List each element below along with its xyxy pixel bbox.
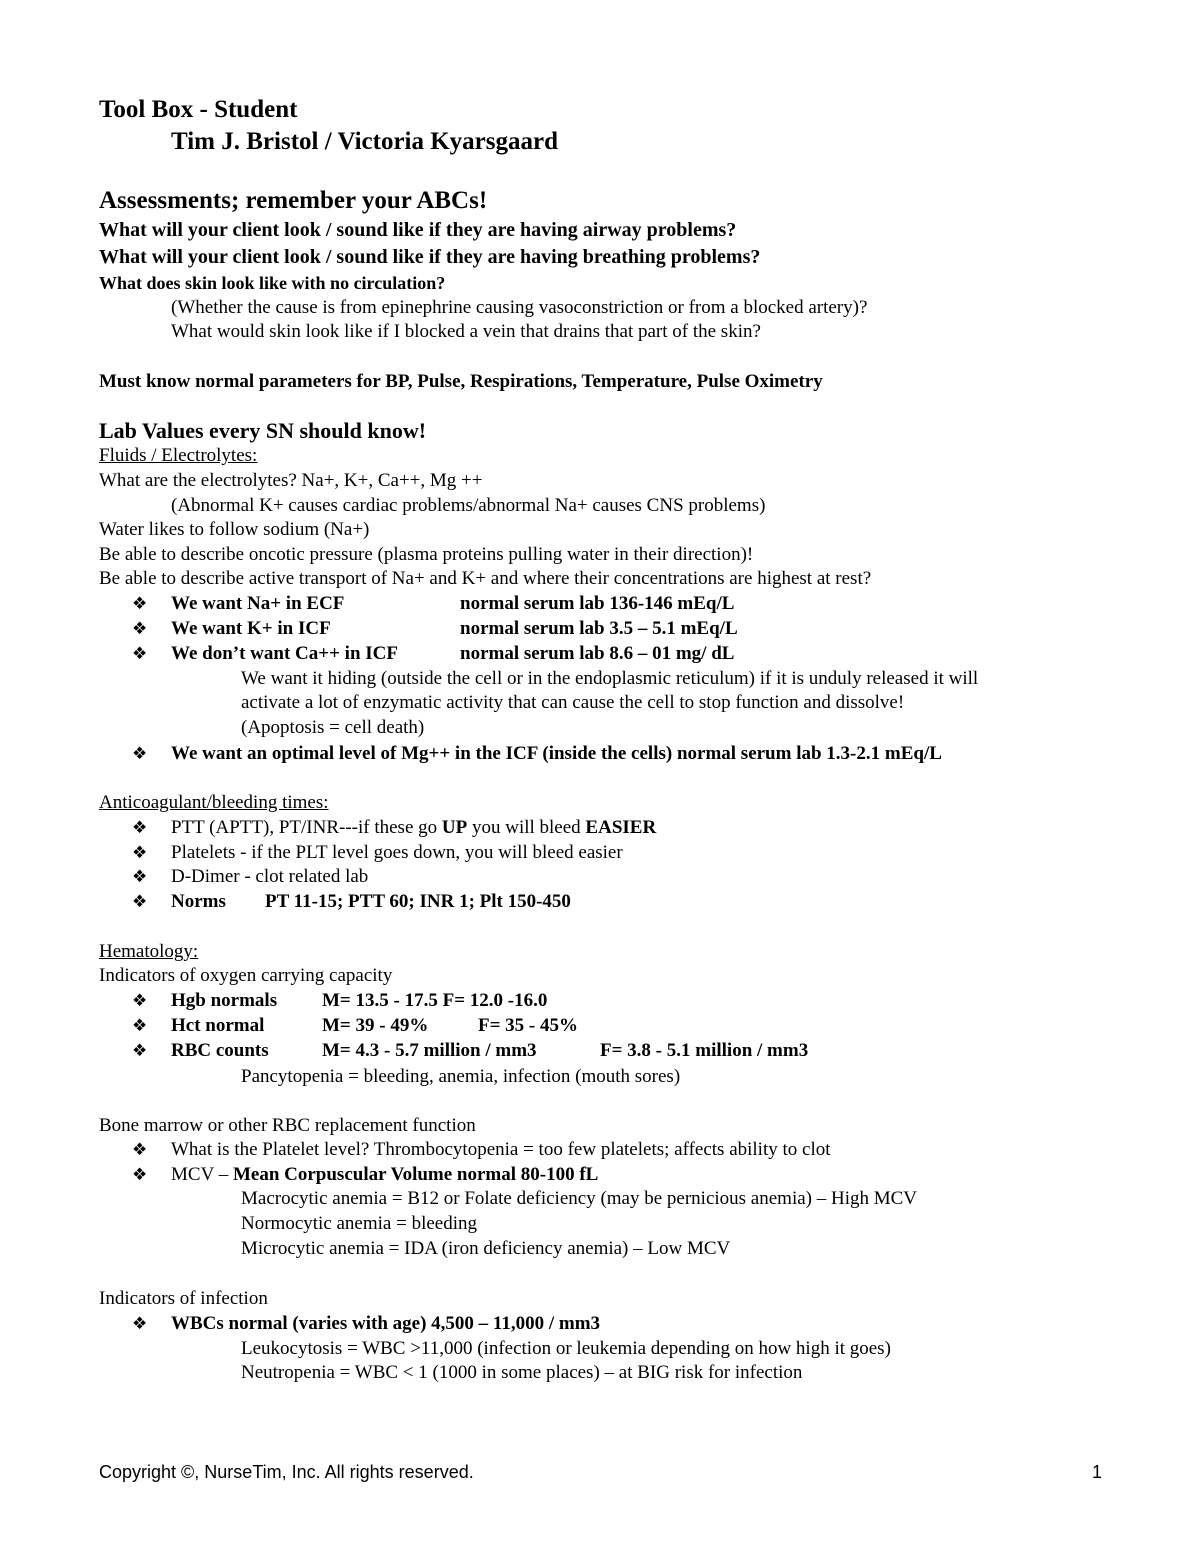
- anticoagulant-heading: Anticoagulant/bleeding times:: [99, 792, 329, 813]
- electrolytes-line: What are the electrolytes? Na+, K+, Ca++, Mg ++: [99, 470, 483, 491]
- platelets-line: Platelets - if the PLT level goes down, you will bleed easier: [171, 842, 623, 863]
- bullet-icon: ❖: [132, 818, 148, 837]
- rbc-label: RBC counts: [171, 1040, 269, 1061]
- bullet-icon: ❖: [132, 867, 148, 886]
- bullet-icon: ❖: [132, 1165, 148, 1184]
- fluids-electrolytes-heading: Fluids / Electrolytes:: [99, 445, 258, 466]
- bullet-icon: ❖: [132, 991, 148, 1010]
- breathing-question: What will your client look / sound like if they are having breathing problems?: [99, 246, 761, 268]
- apoptosis-note: (Apoptosis = cell death): [241, 717, 425, 738]
- bullet-icon: ❖: [132, 744, 148, 763]
- bullet-icon: ❖: [132, 1314, 148, 1333]
- oxygen-capacity-line: Indicators of oxygen carrying capacity: [99, 965, 393, 986]
- macrocytic-note: Macrocytic anemia = B12 or Folate deficiency (may be pernicious anemia) – High MCV: [241, 1188, 918, 1209]
- lab-values-heading: Lab Values every SN should know!: [99, 418, 427, 443]
- vital-parameters-note: Must know normal parameters for BP, Pulse, Respirations, Temperature, Pulse Oximetry: [99, 371, 823, 392]
- leukocytosis-note: Leukocytosis = WBC >11,000 (infection or leukemia depending on how high it goes): [241, 1338, 891, 1359]
- norms-values: PT 11-15; PTT 60; INR 1; Plt 150-450: [265, 891, 571, 912]
- normocytic-note: Normocytic anemia = bleeding: [241, 1213, 477, 1234]
- platelet-level-line: What is the Platelet level? Thrombocytopenia = too few platelets; affects ability to clot: [171, 1139, 831, 1160]
- hct-label: Hct normal: [171, 1015, 265, 1036]
- calcium-note-2: activate a lot of enzymatic activity that can cause the cell to stop function and dissolve!: [241, 692, 905, 713]
- rbc-male: M= 4.3 - 5.7 million / mm3: [322, 1040, 537, 1061]
- bone-marrow-line: Bone marrow or other RBC replacement function: [99, 1115, 476, 1136]
- bullet-icon: ❖: [132, 644, 148, 663]
- vein-note: What would skin look like if I blocked a vein that drains that part of the skin?: [171, 321, 761, 342]
- microcytic-note: Microcytic anemia = IDA (iron deficiency anemia) – Low MCV: [241, 1238, 731, 1259]
- bullet-icon: ❖: [132, 843, 148, 862]
- hgb-label: Hgb normals: [171, 990, 278, 1011]
- hct-female: F= 35 - 45%: [478, 1015, 579, 1036]
- pancytopenia-note: Pancytopenia = bleeding, anemia, infection (mouth sores): [241, 1066, 681, 1087]
- assessments-heading: Assessments; remember your ABCs!: [99, 187, 488, 214]
- calcium-label: We don’t want Ca++ in ICF: [171, 643, 398, 664]
- copyright-footer: Copyright ©, NurseTim, Inc. All rights reserved.: [99, 1462, 474, 1482]
- oncotic-line: Be able to describe oncotic pressure (plasma proteins pulling water in their direction)!: [99, 544, 754, 565]
- bullet-icon: ❖: [132, 594, 148, 613]
- wbc-line: WBCs normal (varies with age) 4,500 – 11,000 / mm3: [171, 1313, 601, 1334]
- calcium-range: normal serum lab 8.6 – 01 mg/ dL: [460, 643, 735, 664]
- document-title: Tool Box - Student: [99, 96, 298, 123]
- rbc-female: F= 3.8 - 5.1 million / mm3: [600, 1040, 809, 1061]
- circulation-note: (Whether the cause is from epinephrine causing vasoconstriction or from a blocked artery)?: [171, 297, 868, 318]
- potassium-range: normal serum lab 3.5 – 5.1 mEq/L: [460, 618, 738, 639]
- active-transport-line: Be able to describe active transport of Na+ and K+ and where their concentrations are highest at rest?: [99, 568, 872, 589]
- sodium-line: Water likes to follow sodium (Na+): [99, 519, 370, 540]
- document-authors: Tim J. Bristol / Victoria Kyarsgaard: [171, 128, 559, 155]
- circulation-question: What does skin look like with no circulation?: [99, 273, 446, 293]
- bullet-icon: ❖: [132, 1041, 148, 1060]
- infection-intro: Indicators of infection: [99, 1288, 268, 1309]
- airway-question: What will your client look / sound like if they are having airway problems?: [99, 219, 737, 241]
- magnesium-line: We want an optimal level of Mg++ in the ICF (inside the cells) normal serum lab 1.3-2.1 mEq/L: [171, 743, 942, 764]
- ptt-inr-line: PTT (APTT), PT/INR---if these go UP you will bleed EASIER: [171, 817, 657, 838]
- sodium-label: We want Na+ in ECF: [171, 593, 345, 614]
- abnormal-note: (Abnormal K+ causes cardiac problems/abnormal Na+ causes CNS problems): [171, 495, 766, 516]
- sodium-range: normal serum lab 136-146 mEq/L: [460, 593, 735, 614]
- potassium-label: We want K+ in ICF: [171, 618, 331, 639]
- hematology-heading: Hematology:: [99, 941, 199, 962]
- calcium-note-1: We want it hiding (outside the cell or in the endoplasmic reticulum) if it is unduly released it will: [241, 668, 979, 689]
- norms-label: Norms: [171, 891, 226, 912]
- d-dimer-line: D-Dimer - clot related lab: [171, 866, 369, 887]
- bullet-icon: ❖: [132, 619, 148, 638]
- page-number: 1: [1092, 1462, 1103, 1482]
- bullet-icon: ❖: [132, 1016, 148, 1035]
- hct-male: M= 39 - 49%: [322, 1015, 429, 1036]
- neutropenia-note: Neutropenia = WBC < 1 (1000 in some places) – at BIG risk for infection: [241, 1362, 803, 1383]
- hgb-values: M= 13.5 - 17.5 F= 12.0 -16.0: [322, 990, 548, 1011]
- bullet-icon: ❖: [132, 1140, 148, 1159]
- mcv-line: MCV – Mean Corpuscular Volume normal 80-100 fL: [171, 1164, 599, 1185]
- bullet-icon: ❖: [132, 892, 148, 911]
